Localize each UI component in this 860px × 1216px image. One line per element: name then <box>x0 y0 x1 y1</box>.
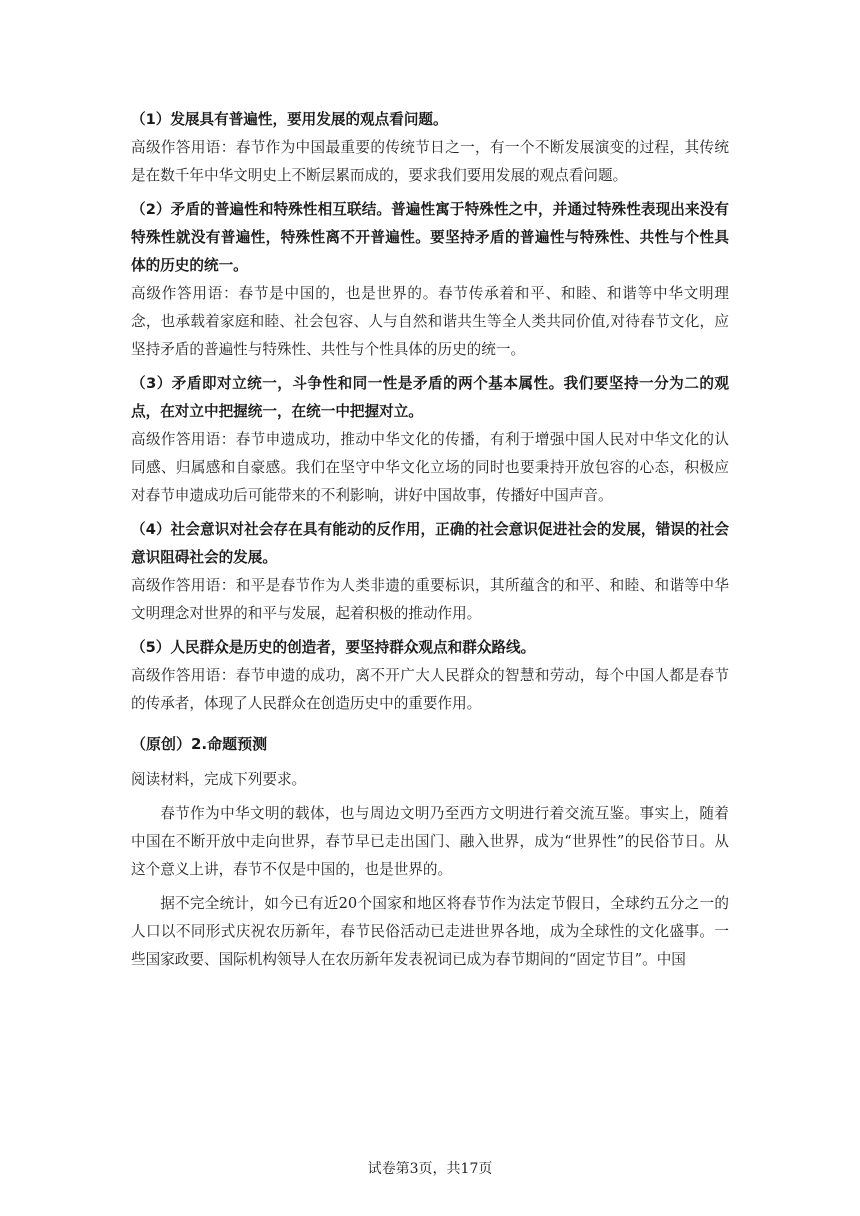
point-5-heading: （5）人民群众是历史的创造者，要坚持群众观点和群众路线。 <box>131 639 536 656</box>
instruction: 阅读材料，完成下列要求。 <box>131 771 307 788</box>
point-1-heading: （1）发展具有普遍性，要用发展的观点看问题。 <box>131 111 448 128</box>
point-4-heading: （4）社会意识对社会存在具有能动的反作用，正确的社会意识促进社会的发展，错误的社会意识阻碍社会的发展。 <box>131 521 729 566</box>
page-footer: 试卷第3页，共17页 <box>367 1161 493 1177</box>
page-content <box>131 106 729 974</box>
section-title: （原创）2.命题预测 <box>131 735 268 753</box>
point-1-answer: 高级作答用语：春节作为中国最重要的传统节日之一，有一个不断发展演变的过程，其传统是在数千年中华文明史上不断层累而成的，要求我们要用发展的观点看问题。 <box>131 139 729 184</box>
point-2-answer: 高级作答用语：春节是中国的，也是世界的。春节传承着和平、和睦、和谐等中华文明理念，也承载着家庭和睦、社会包容、人与自然和谐共生等全人类共同价值,对待春节文化，应坚持矛盾的普遍性与特殊性、共性与个性具体的历史的统一。 <box>131 285 729 358</box>
point-2-heading: （2）矛盾的普遍性和特殊性相互联结。普遍性寓于特殊性之中，并通过特殊性表现出来没有特殊性就没有普遍性，特殊性离不开普遍性。要坚持矛盾的普遍性与特殊性、共性与个性具体的历史的统一。 <box>131 201 729 274</box>
material-paragraph-2: 据不完全统计，如今已有近20个国家和地区将春节作为法定节假日，全球约五分之一的人口以不同形式庆祝农历新年，春节民俗活动已走进世界各地，成为全球性的文化盛事。一些国家政要、国际机构领导人在农历新年发表祝词已成为春节期间的“固定节目”。中国 <box>131 895 729 968</box>
point-4-answer: 高级作答用语：和平是春节作为人类非遗的重要标识，其所蕴含的和平、和睦、和谐等中华文明理念对世界的和平与发展，起着积极的推动作用。 <box>131 577 729 622</box>
point-3-answer: 高级作答用语：春节申遗成功，推动中华文化的传播，有利于增强中国人民对中华文化的认同感、归属感和自豪感。我们在坚守中华文化立场的同时也要秉持开放包容的心态，积极应对春节申遗成功后可能带来的不利影响，讲好中国故事，传播好中国声音。 <box>131 431 729 504</box>
material-paragraph-1: 春节作为中华文明的载体，也与周边文明乃至西方文明进行着交流互鉴。事实上，随着中国在不断开放中走向世界，春节早已走出国门、融入世界，成为“世界性”的民俗节日。从这个意义上讲，春节不仅是中国的，也是世界的。 <box>131 805 729 878</box>
point-5-answer: 高级作答用语：春节申遗的成功，离不开广大人民群众的智慧和劳动，每个中国人都是春节的传承者，体现了人民群众在创造历史中的重要作用。 <box>131 667 729 712</box>
point-3-heading: （3）矛盾即对立统一，斗争性和同一性是矛盾的两个基本属性。我们要坚持一分为二的观点，在对立中把握统一，在统一中把握对立。 <box>131 375 729 420</box>
